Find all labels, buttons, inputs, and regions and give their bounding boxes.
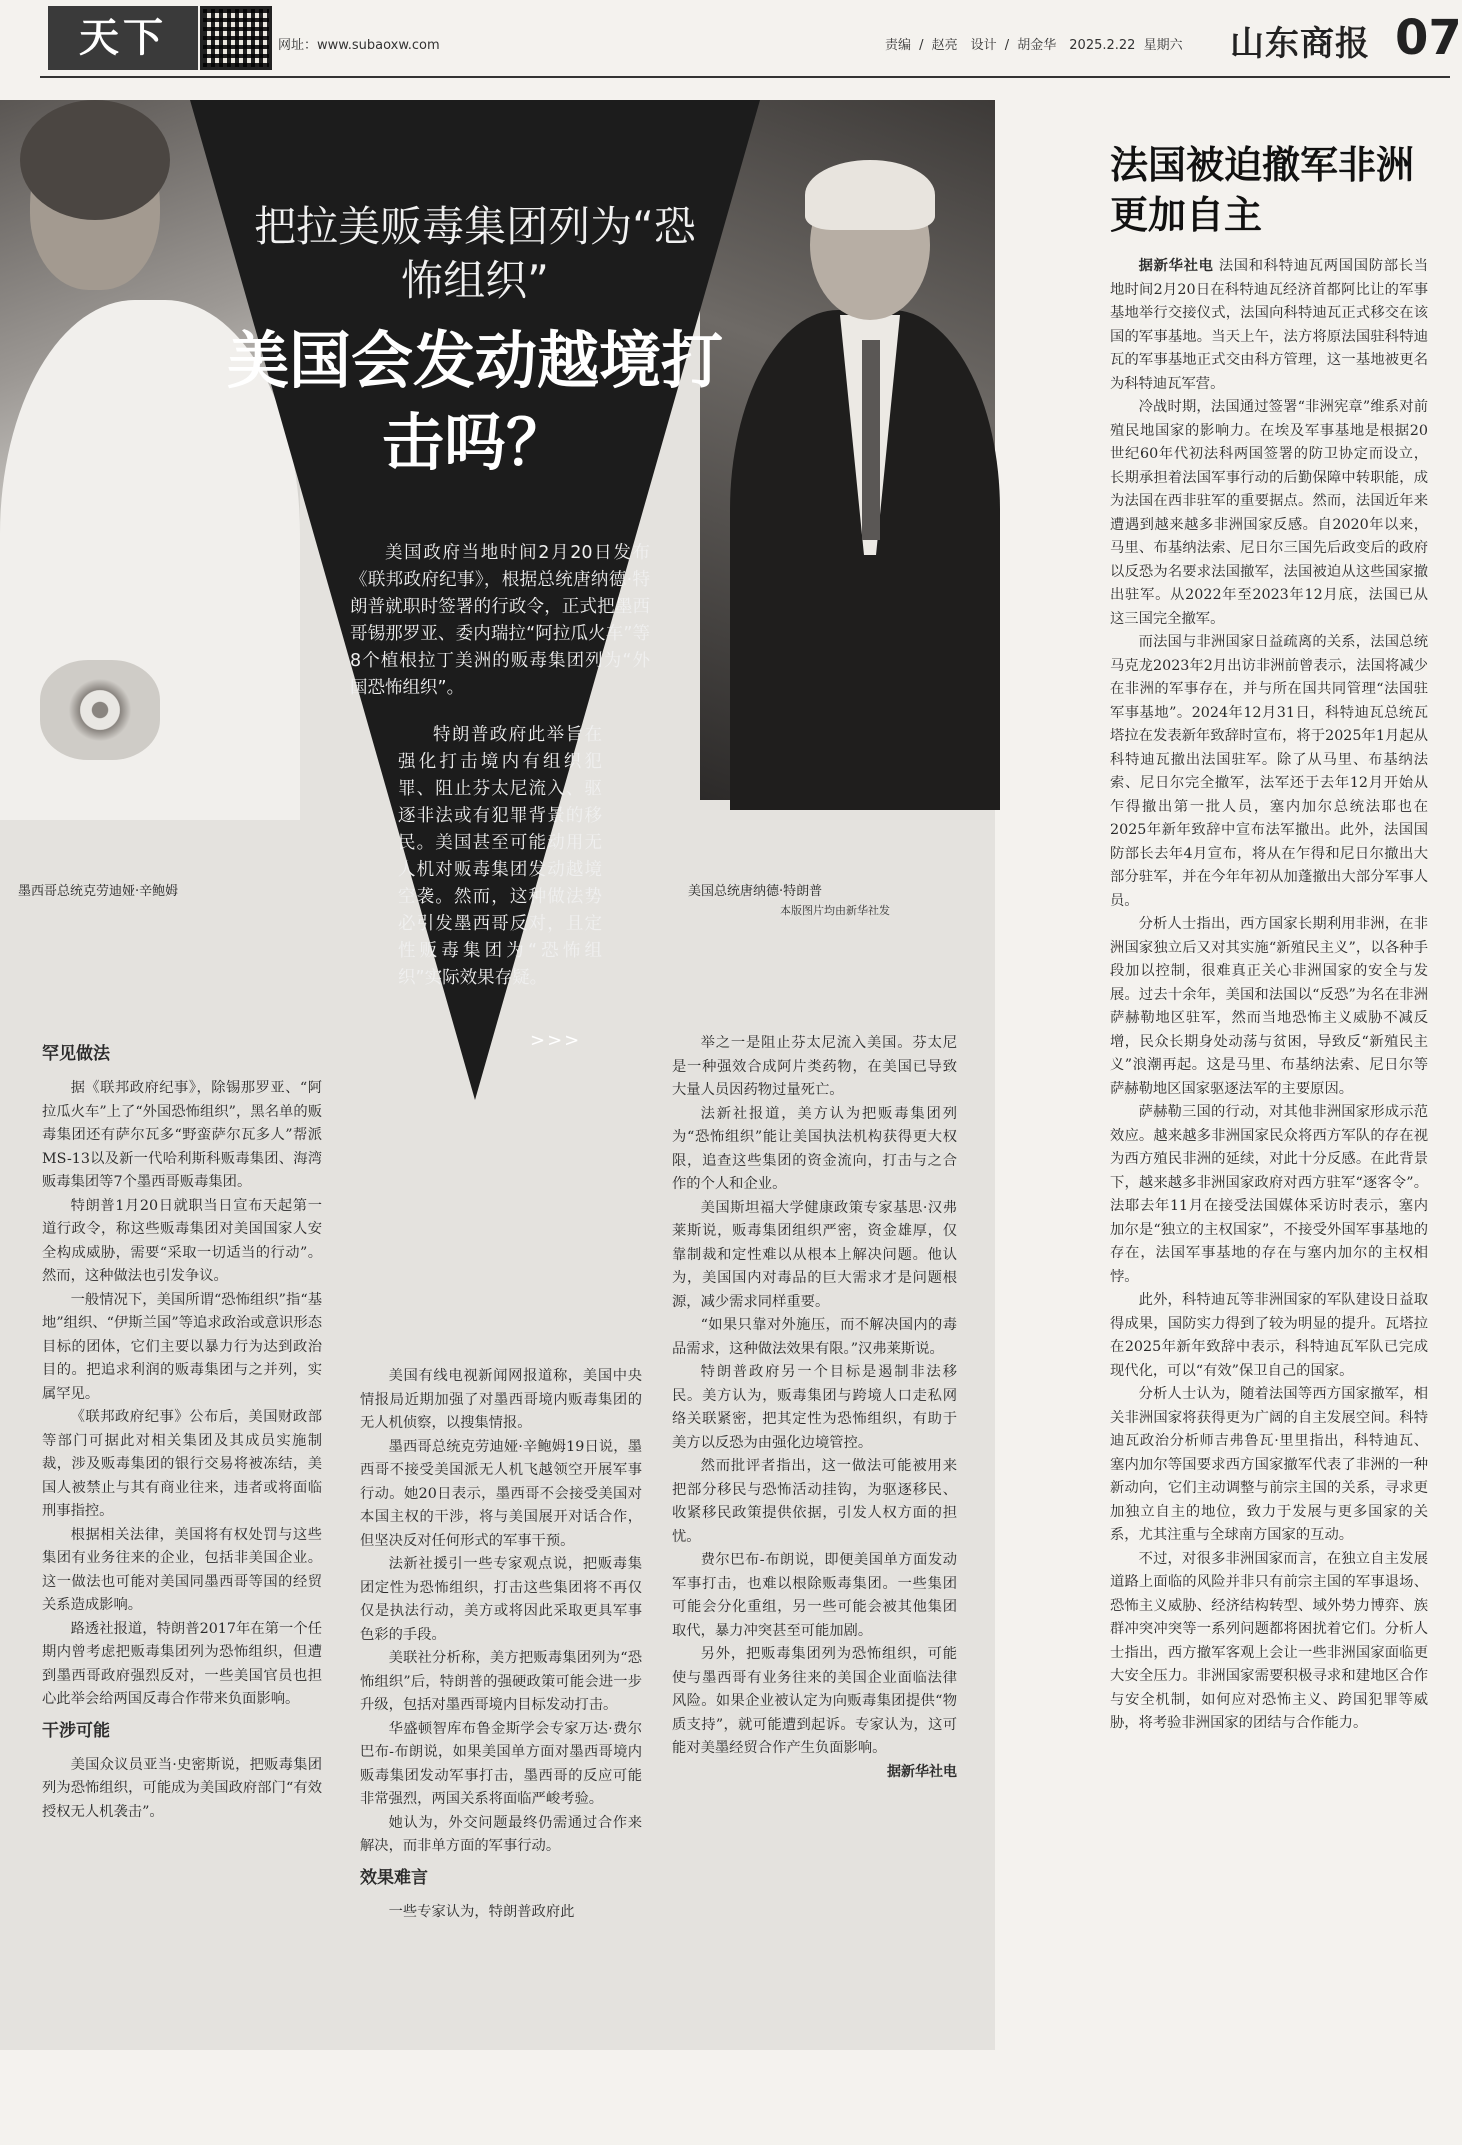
paragraph: 特朗普政府另一个目标是遏制非法移民。美方认为，贩毒集团与跨境人口走私网络关联紧密，把其定性为恐怖组织，有助于美方以反恐为由强化边境管控。 (672, 1364, 957, 1451)
photo-credit: 本版图片均由新华社发 (780, 904, 890, 917)
paragraph: 特朗普1月20日就职当日宣布天起第一道行政令，称这些贩毒集团对美国国家人安全构成威胁，需要“采取一切适当的行动”。然而，这种做法也引发争议。 (42, 1197, 322, 1284)
paragraph: 法新社报道，美方认为把贩毒集团列为“恐怖组织”能让美国执法机构获得更大权限，追查这些集团的资金流向，打击与之合作的个人和企业。 (672, 1105, 957, 1192)
lead-text-2: 特朗普政府此举旨在强化打击境内有组织犯罪、阻止芬太尼流入、驱逐非法或有犯罪背景的移民。美国甚至可能动用无人机对贩毒集团发动越境空袭。然而，这种做法势必引发墨西哥反对，且定性贩毒集团为“恐怖组织”实际效果存疑。 (398, 725, 602, 988)
paragraph: 萨赫勒三国的行动，对其他非洲国家形成示范效应。越来越多非洲国家民众将西方军队的存在视为西方殖民非洲的延续，对此十分反感。在此背景下，越来越多非洲国家政府对西方驻军“逐客令”。法耶去年11月在接受法国媒体采访时表示，塞内加尔是“独立的主权国家”，不接受外国军事基地的存在，法国军事基地的存在与塞内加尔的主权相悖。 (1110, 1104, 1428, 1285)
subhead-interference: 干涉可能 (42, 1720, 110, 1741)
paragraph: 而法国与非洲国家日益疏离的关系，法国总统马克龙2023年2月出访非洲前曾表示，法国将减少在非洲的军事存在，并与所在国共同管理“法国驻军事基地”。2024年12月31日，科特迪瓦总统瓦塔拉在发表新年致辞时宣布，将于2025年1月起从科特迪瓦撤出法国驻军。除了从马里、布基纳法索、尼日尔完全撤军，法军还于去年12月开始从乍得撤出第一批人员，塞内加尔总统法耶也在2025年新年致辞中宣布法军撤出。此外，法国国防部长去年4月宣布，将从在乍得和尼日尔撤出大部分驻军，并在今年年初从加蓬撤出大部分军事人员。 (1110, 634, 1428, 909)
paragraph: 她认为，外交问题最终仍需通过合作来解决，而非单方面的军事行动。 (360, 1814, 642, 1854)
page-number: 07 (1395, 10, 1462, 66)
headline-main: 美国会发动越境打击吗？ (226, 324, 723, 479)
body-column-1 (42, 1035, 322, 2145)
headline-kicker: 把拉美贩毒集团列为“恐怖组织” (254, 202, 696, 305)
paragraph: 美国斯坦福大学健康政策专家基思·汉弗莱斯说，贩毒集团组织严密，资金雄厚，仅靠制裁和定性难以从根本上解决问题。他认为，美国国内对毒品的巨大需求才是问题根源，减少需求同样重要。 (672, 1199, 957, 1310)
side-article-body (1110, 255, 1428, 2055)
continue-arrows: >>> (530, 1030, 582, 1051)
section-tag: 天下 (48, 6, 198, 70)
website-url: 网址：www.subaoxw.com (278, 38, 440, 53)
paragraph: “如果只靠对外施压，而不解决国内的毒品需求，这种做法效果有限。”汉弗莱斯说。 (672, 1317, 957, 1357)
paragraph: 华盛顿智库布鲁金斯学会专家万达·费尔巴布-布朗说，如果美国单方面对墨西哥境内贩毒集团发动军事打击，墨西哥的反应可能非常强烈，两国关系将面临严峻考验。 (360, 1720, 642, 1807)
feature-article (0, 100, 995, 2050)
photo-trump (700, 100, 995, 800)
edition-meta: 责编 / 赵亮 设计 / 胡金华 2025.2.22 星期六 (885, 38, 1183, 53)
paragraph: 路透社报道，特朗普2017年在第一个任期内曾考虑把贩毒集团列为恐怖组织，但遭到墨西哥政府强烈反对，一些美国官员也担心此举会给两国反毒合作带来负面影响。 (42, 1620, 322, 1707)
paragraph (1110, 255, 1428, 396)
paragraph: 分析人士指出，西方国家长期利用非洲，在非洲国家独立后又对其实施“新殖民主义”，以各种手段加以控制，很难真正关心非洲国家的安全与发展。过去十余年，美国和法国以“反恐”为名在非洲萨赫勒地区驻军，然而当地恐怖主义威胁不减反增，民众长期身处动荡与贫困，导致反“新殖民主义”浪潮再起。这是马里、布基纳法索、尼日尔等萨赫勒地区国家驱逐法军的主要原因。 (1110, 916, 1428, 1097)
paragraph: 墨西哥总统克劳迪娅·辛鲍姆19日说，墨西哥不接受美国派无人机飞越领空开展军事行动。她20日表示，墨西哥不会接受美国对本国主权的干涉，将与美国展开对话合作，但坚决反对任何形式的军事干预。 (360, 1438, 642, 1549)
byline-sign: 据新华社电 (887, 1763, 957, 1780)
paragraph: 美联社分析称，美方把贩毒集团列为“恐怖组织”后，特朗普的强硬政策可能会进一步升级，包括对墨西哥境内目标发动打击。 (360, 1650, 642, 1713)
qr-code-icon (200, 6, 272, 70)
paragraph: 冷战时期，法国通过签署“非洲宪章”维系对前殖民地国家的影响力。在埃及军事基地是根据20世纪60年代初法科两国签署的防卫协定而设立，长期承担着法国军事行动的后勤保障中转职能，成为法国在西非驻军的重要据点。然而，法国近年来遭遇到越来越多非洲国家反感。自2020年以来，马里、布基纳法索、尼日尔三国先后政变后的政府以反恐为名要求法国撤军，法国被迫从这些国家撤出驻军。从2022年至2023年12月底，法国已从这三国完全撤军。 (1110, 399, 1428, 627)
paragraph-text: 法国和科特迪瓦两国国防部长当地时间2月20日在科特迪瓦经济首都阿比让的军事基地举行交接仪式，法国向科特迪瓦正式移交在该国的军事基地。当天上午，法方将原法国驻科特迪瓦的军事基地正式交由科方管理，这一基地被更名为科特迪瓦军营。 (1110, 258, 1429, 392)
subhead-effect: 效果难言 (360, 1867, 428, 1888)
paragraph: 据《联邦政府纪事》，除锡那罗亚、“阿拉瓜火车”上了“外国恐怖组织”，黑名单的贩毒集团还有萨尔瓦多“野蛮萨尔瓦多人”帮派MS-13以及新一代哈利斯科贩毒集团、海湾贩毒集团等7个墨西哥贩毒集团。 (42, 1080, 322, 1190)
paragraph: 法新社援引一些专家观点说，把贩毒集团定性为恐怖组织，打击这些集团将不再仅仅是执法行动，美方或将因此采取更具军事色彩的手段。 (360, 1556, 642, 1643)
paragraph: 费尔巴布-布朗说，即便美国单方面发动军事打击，也难以根除贩毒集团。一些集团可能会分化重组，另一些可能会被其他集团取代，暴力冲突甚至可能加剧。 (672, 1552, 957, 1639)
caption-right: 美国总统唐纳德·特朗普 (688, 884, 823, 899)
news-source: 据新华社电 (1138, 258, 1214, 274)
paragraph: 美国众议员亚当·史密斯说，把贩毒集团列为恐怖组织，可能成为美国政府部门“有效授权无人机袭击”。 (42, 1756, 322, 1820)
paragraph: 举之一是阻止芬太尼流入美国。芬太尼是一种强效合成阿片类药物，在美国已导致大量人员因药物过量死亡。 (672, 1035, 957, 1098)
paragraph: 不过，对很多非洲国家而言，在独立自主发展道路上面临的风险并非只有前宗主国的军事退场、恐怖主义威胁、经济结构转型、域外势力博弈、族群冲突冲突等一系列问题都将困扰着它们。分析人士指出，西方撤军客观上会让一些非洲国家面临更大安全压力。非洲国家需要积极寻求和建地区合作与安全机制，如何应对恐怖主义、跨国犯罪等威胁，将考验非洲国家的团结与合作能力。 (1110, 1550, 1428, 1731)
page-header (40, 6, 1462, 78)
subhead-rare: 罕见做法 (42, 1044, 110, 1064)
paragraph: 此外，科特迪瓦等非洲国家的军队建设日益取得成果，国防实力得到了较为明显的提升。瓦塔拉在2025年新年致辞中表示，科特迪瓦军队已完成现代化，可以“有效”保卫自己的国家。 (1110, 1292, 1428, 1379)
newspaper-name: 山东商报 (1230, 24, 1370, 64)
paragraph: 美国有线电视新闻网报道称，美国中央情报局近期加强了对墨西哥境内贩毒集团的无人机侦察，以搜集情报。 (360, 1368, 642, 1431)
body-column-3 (672, 1032, 957, 2145)
paragraph: 另外，把贩毒集团列为恐怖组织，可能使与墨西哥有业务往来的美国企业面临法律风险。如果企业被认定为向贩毒集团提供“物质支持”，就可能遭到起诉。专家认为，这可能对美墨经贸合作产生负面影响。 (672, 1646, 957, 1756)
paragraph: 分析人士认为，随着法国等西方国家撤军，相关非洲国家将获得更为广阔的自主发展空间。科特迪瓦政治分析师吉弗鲁瓦·里里指出，科特迪瓦、塞内加尔等国要求西方国家撤军代表了非洲的一种新动向，它们主动调整与前宗主国的关系，寻求更加独立自主的地位，致力于发展与更多国家的关系，尤其注重与全球南方国家的互动。 (1110, 1386, 1428, 1543)
caption-left: 墨西哥总统克劳迪娅·辛鲍姆 (18, 884, 179, 899)
paragraph: 然而批评者指出，这一做法可能被用来把部分移民与恐怖活动挂钩，为驱逐移民、收紧移民政策提供依据，引发人权方面的担忧。 (672, 1458, 957, 1545)
paragraph: 一般情况下，美国所谓“恐怖组织”指“基地”组织、“伊斯兰国”等追求政治或意识形态目标的团体，它们主要以暴力行为达到政治目的。把追求利润的贩毒集团与之并列，实属罕见。 (42, 1291, 322, 1402)
paragraph: 《联邦政府纪事》公布后，美国财政部等部门可据此对相关集团及其成员实施制裁，涉及贩毒集团的银行交易将被冻结，美国人被禁止与其有商业往来，违者或将面临刑事指控。 (42, 1409, 322, 1519)
lead-text-1: 美国政府当地时间2月20日发布《联邦政府纪事》，根据总统唐纳德·特朗普就职时签署的行政令，正式把墨西哥锡那罗亚、委内瑞拉“阿拉瓜火车”等8个植根拉丁美洲的贩毒集团列为“外国恐怖组织”。 (350, 543, 650, 698)
lead-paragraph-1 (350, 540, 650, 702)
paragraph: 根据相关法律，美国将有权处罚与这些集团有业务往来的企业，包括非美国企业。这一做法也可能对美国同墨西哥等国的经贸关系造成影响。 (42, 1526, 322, 1613)
side-article-title: 法国被迫撤军非洲更加自主 (1110, 143, 1415, 237)
body-column-2 (360, 1365, 642, 2145)
paragraph: 一些专家认为，特朗普政府此 (388, 1903, 575, 1920)
